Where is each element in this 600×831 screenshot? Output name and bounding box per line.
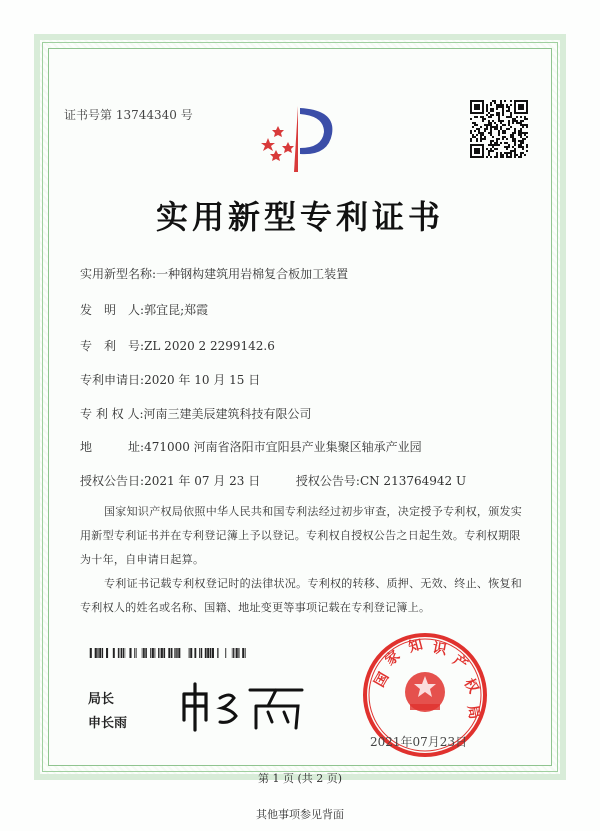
field-grant-date: 授权公告日:2021 年 07 月 23 日 授权公告号:CN 213764942 U [80, 474, 467, 488]
svg-text:国: 国 [371, 669, 393, 690]
certificate-number-label: 证书号第 [64, 108, 113, 122]
field-value: 471000 河南省洛阳市宜阳县产业集聚区轴承产业园 [144, 440, 422, 454]
field-label: 授权公告日 [80, 474, 141, 488]
certificate-number-value: 13744340 [115, 108, 177, 122]
field-value: 一种钢构建筑用岩棉复合板加工装置 [156, 267, 349, 281]
certificate-title: 实用新型专利证书 [155, 198, 444, 236]
field-value: 2020 年 10 月 15 日 [144, 373, 261, 387]
field-utility-model-name: 实用新型名称:一种钢构建筑用岩棉复合板加工装置 [80, 267, 349, 281]
certificate-number [64, 106, 193, 123]
field-label: 实用新型名称 [80, 267, 153, 281]
field-patent-number: 专 利 号:ZL 2020 2 2299142.6 [80, 339, 275, 353]
field-patentee: 专 利 权 人:河南三建美辰建筑科技有限公司 [80, 407, 312, 421]
field-label: 授权公告号 [295, 474, 356, 488]
svg-text:产: 产 [449, 652, 471, 674]
paragraph-legal-status: 专利证书记载专利权登记时的法律状况。专利权的转移、质押、无效、终止、恢复和专利权人的姓名或名称、国籍、地址变更等事项记载在专利登记簿上。 [80, 577, 523, 614]
field-filing-date: 专利申请日:2020 年 10 月 15 日 [80, 373, 261, 387]
seal-date: 2021年07月23日 [370, 735, 468, 749]
field-value: CN 213764942 U [359, 474, 467, 488]
field-value: 河南三建美辰建筑科技有限公司 [143, 407, 312, 421]
director-name: 申长雨 [88, 716, 128, 731]
field-label: 专 利 号 [80, 339, 141, 353]
svg-text:家: 家 [382, 647, 404, 670]
svg-text:局: 局 [464, 703, 483, 721]
page-number: 第 1 页 (共 2 页) [257, 772, 343, 785]
cnipa-emblem-icon [254, 98, 336, 178]
qr-code-icon [470, 100, 528, 158]
paragraph-grant-notice: 国家知识产权局依照中华人民共和国专利法经过初步审查，决定授予专利权，颁发实用新型专利证书并在专利登记簿上予以登记。专利权自授权公告之日起生效。专利权期限为十年，自申请日起算。 [80, 505, 523, 566]
field-label: 地 址 [80, 440, 141, 454]
field-address: 地 址:471000 河南省洛阳市宜阳县产业集聚区轴承产业园 [80, 440, 422, 454]
handwritten-signature-icon [176, 676, 316, 732]
field-label: 专 利 权 人 [80, 407, 140, 421]
svg-text:识: 识 [431, 640, 448, 659]
field-label: 发 明 人 [80, 303, 141, 317]
field-label: 专利申请日 [80, 373, 141, 387]
director-title: 局长 [88, 692, 115, 707]
svg-text:知: 知 [406, 636, 425, 656]
field-inventor: 发 明 人:郭宜昆;郑霞 [80, 303, 209, 317]
svg-text:权: 权 [460, 676, 482, 697]
back-side-note: 其他事项参见背面 [256, 808, 344, 821]
field-value: ZL 2020 2 2299142.6 [144, 339, 275, 353]
field-value: 郭宜昆;郑霞 [144, 303, 209, 317]
barcode-icon [88, 648, 248, 658]
certificate-number-suffix: 号 [180, 108, 193, 122]
field-value: 2021 年 07 月 23 日 [144, 474, 261, 488]
